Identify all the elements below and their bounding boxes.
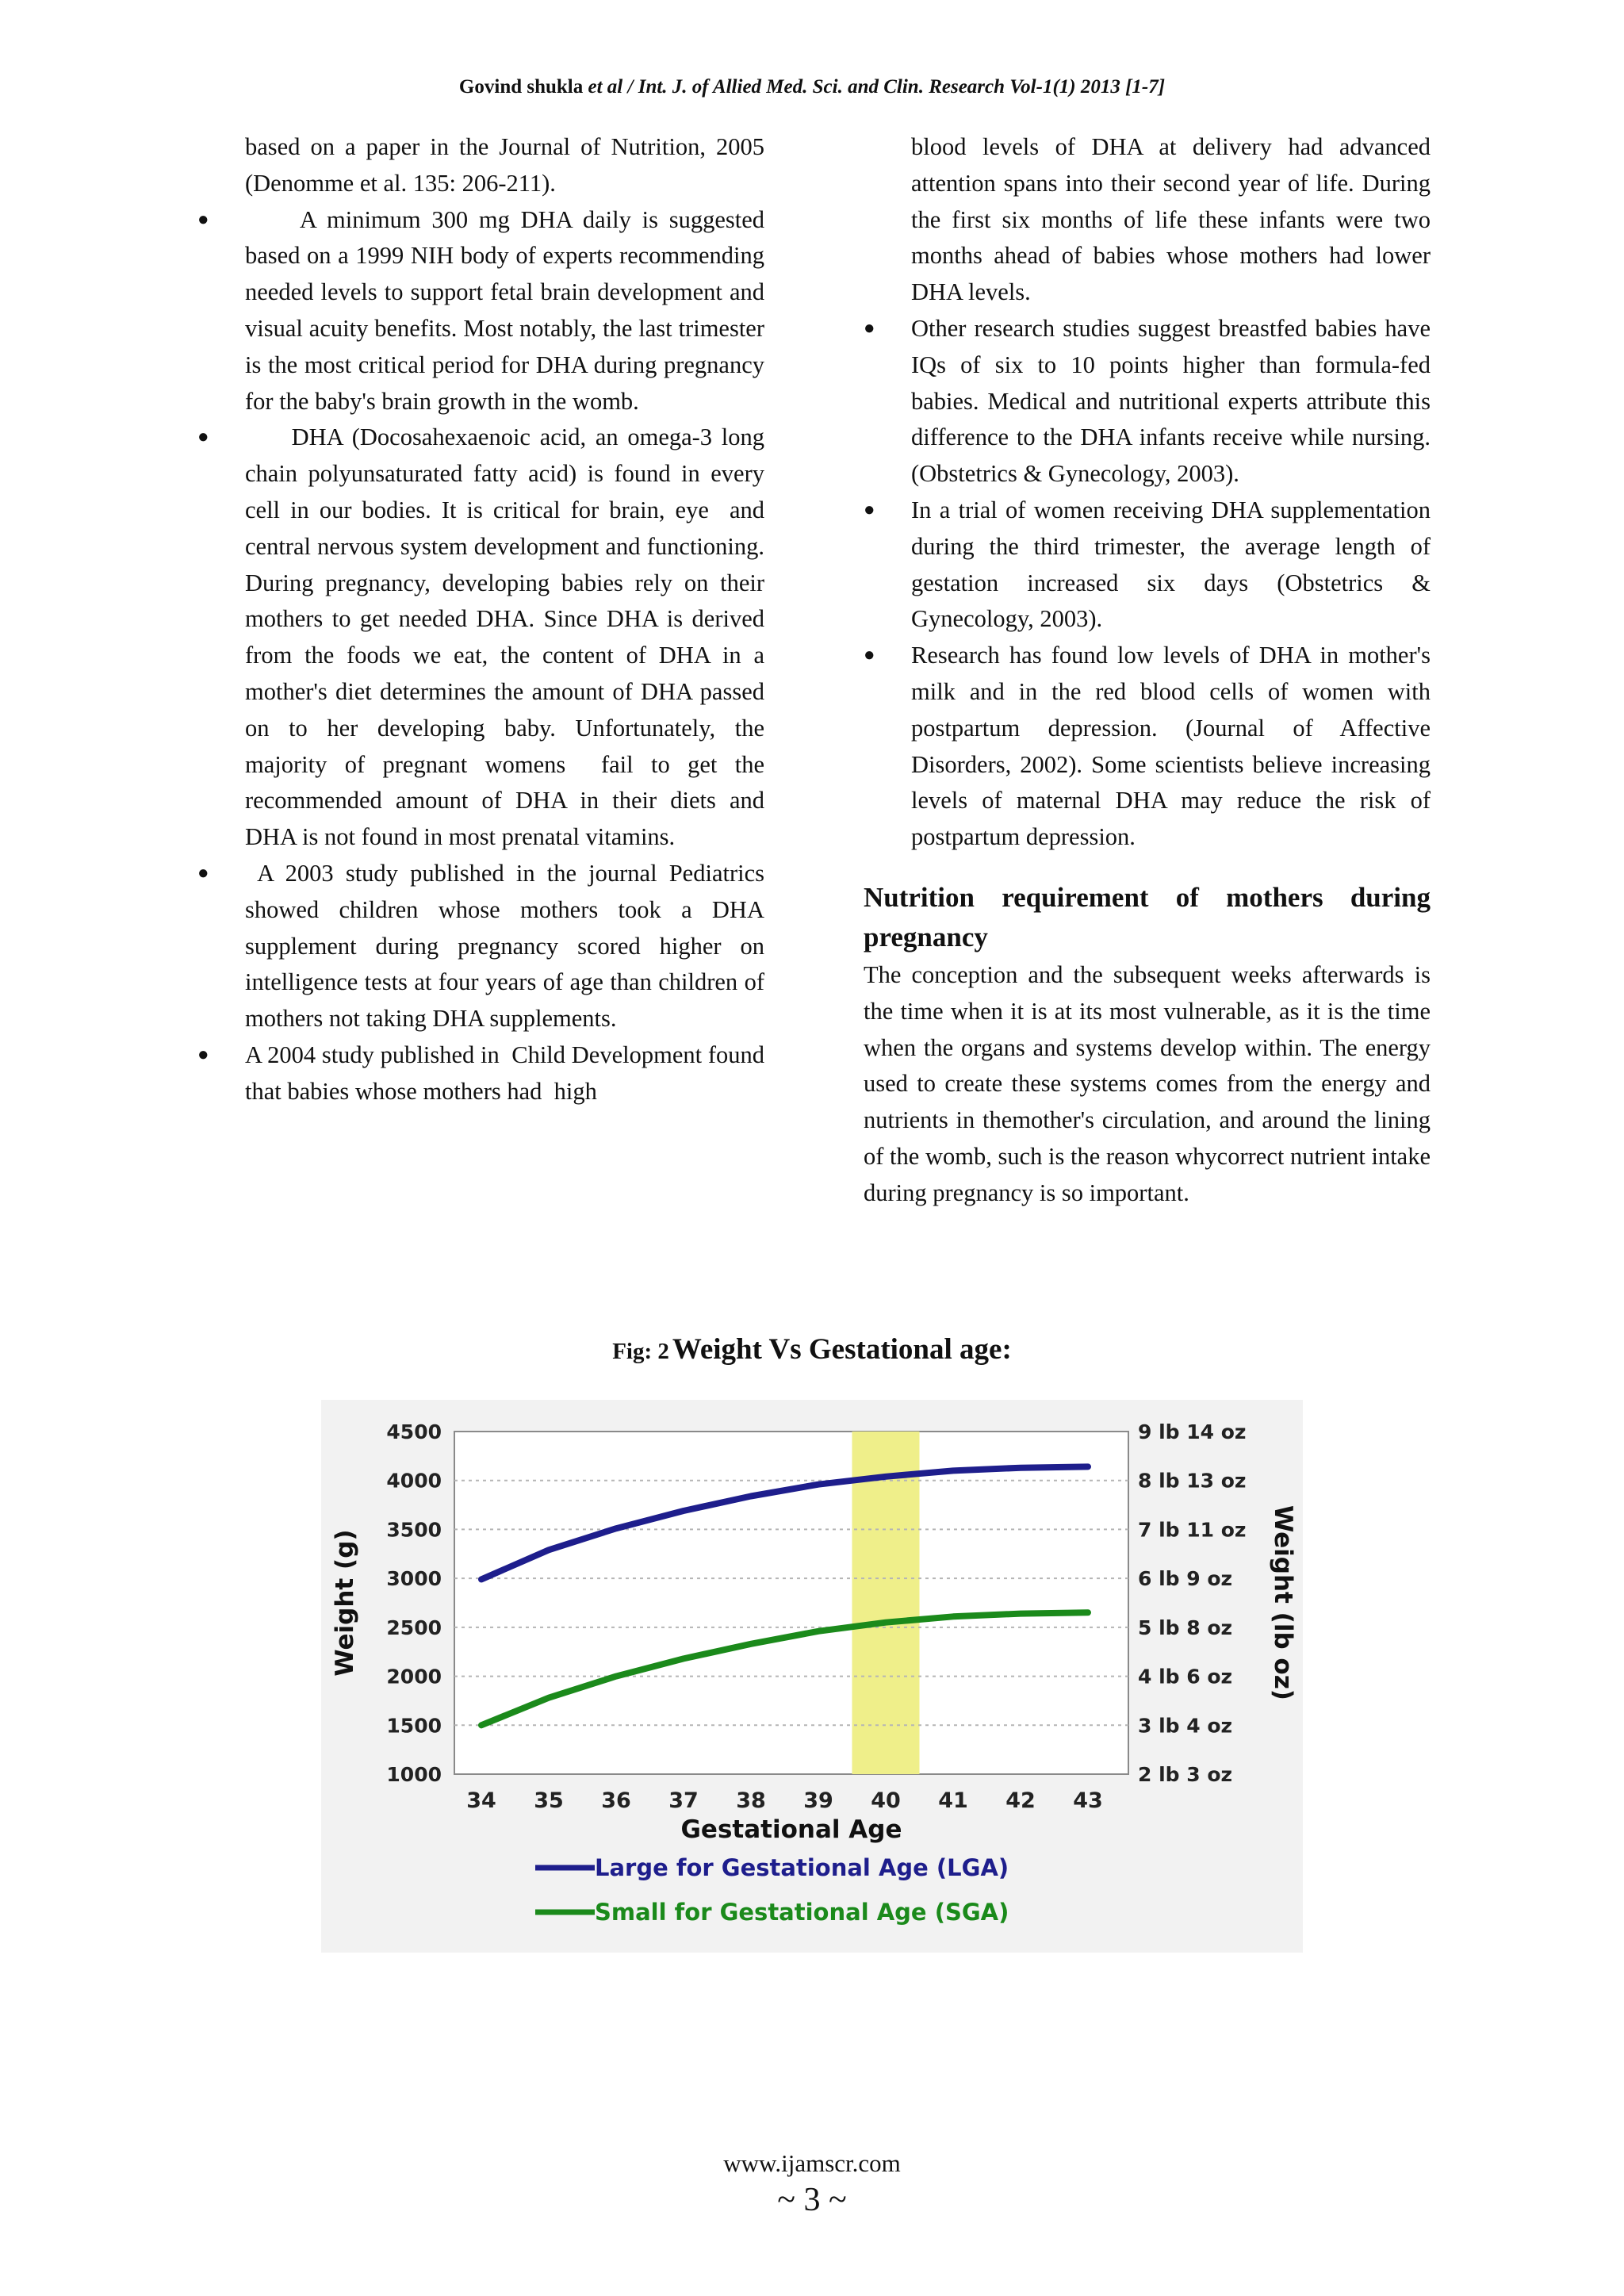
figure-label: Fig: 2 (612, 1339, 669, 1364)
left-intro: based on a paper in the Journal of Nutrition, 2005 (Denomme et al. 135: 206-211). (245, 133, 764, 197)
bullet-icon: ● (197, 1044, 209, 1065)
bullet-icon: ● (864, 645, 875, 666)
left-bullet-list (197, 202, 777, 1110)
bullet-icon: ● (197, 862, 209, 884)
legend-entry: Small for Gestational Age (SGA) (595, 1899, 1009, 1926)
y-right-axis-label: Weight (lb oz) (1269, 1505, 1297, 1700)
list-item (197, 202, 771, 420)
right-bullet-list (864, 311, 1431, 856)
right-continuation: blood levels of DHA at delivery had advanced attention spans into their second year of life. During the first six months of life these infants were two months ahead of babies whose mothers had lower DHA levels. (911, 133, 1431, 306)
list-item-text: Research has found low levels of DHA in mother's milk and in the red blood cells of women with postpartum depression. (Journal of Affective Disorders, 2002). Some scientists believe increasing levels of maternal DHA may reduce the risk of postpartum depression. (911, 642, 1431, 851)
x-tick-label: 40 (871, 1788, 901, 1813)
section-paragraph: The conception and the subsequent weeks afterwards is the time when it is at its most vulnerable, as it is the time when the organs and systems develop within. The energy used to create these systems comes from the energy and nutrients in themother's circulation, and around the lining of the womb, such is the reason whycorrect nutrient intake during pregnancy is so important. (864, 960, 1431, 1206)
figure-title: Weight Vs Gestational age: (672, 1333, 1012, 1366)
highlight-band (852, 1432, 920, 1774)
y-right-tick-label: 6 lb 9 oz (1138, 1567, 1233, 1591)
y-right-tick-label: 7 lb 11 oz (1138, 1518, 1247, 1542)
y-tick-label: 4500 (386, 1420, 442, 1443)
x-tick-label: 39 (803, 1788, 833, 1813)
list-item-text: A minimum 300 mg DHA daily is suggested based on a 1999 NIH body of experts recommending needed levels to support fetal brain development and visual acuity benefits. Most notably, the last trimester is the most critical period for DHA during pregnancy for the baby's brain growth in the womb. (245, 205, 771, 415)
y-tick-label: 2000 (386, 1665, 442, 1688)
y-tick-label: 1000 (386, 1763, 442, 1786)
y-tick-label: 3500 (386, 1518, 442, 1542)
y-tick-label: 4000 (386, 1469, 442, 1493)
bullet-icon: ● (864, 499, 875, 520)
page-number: ~ 3 ~ (777, 2182, 847, 2218)
y-right-tick-label: 4 lb 6 oz (1138, 1665, 1233, 1688)
list-item (864, 493, 1431, 638)
x-tick-label: 43 (1073, 1788, 1103, 1813)
x-axis-label: Gestational Age (680, 1815, 902, 1844)
x-tick-label: 35 (534, 1788, 564, 1813)
x-tick-label: 34 (466, 1788, 496, 1813)
header-etal: et al (588, 76, 623, 98)
y-right-tick-label: 2 lb 3 oz (1138, 1763, 1233, 1786)
list-item (864, 638, 1431, 856)
bullet-icon: ● (197, 427, 209, 448)
y-right-tick-label: 9 lb 14 oz (1138, 1420, 1247, 1443)
list-item-text: A 2004 study published in Child Development found that babies whose mothers had high (245, 1041, 771, 1105)
y-axis-label: Weight (g) (331, 1529, 359, 1677)
right-column (864, 129, 1431, 1212)
header-journal: / Int. J. of Allied Med. Sci. and Clin. Research Vol-1(1) 2013 [1-7] (622, 76, 1166, 98)
y-tick-label: 3000 (386, 1567, 442, 1591)
plot-area (454, 1432, 1128, 1774)
running-header (0, 76, 1624, 98)
left-column (197, 129, 777, 1110)
y-tick-label: 1500 (386, 1714, 442, 1738)
section-heading: Nutrition requirement of mothers during pregnancy (864, 881, 1431, 953)
y-right-tick-label: 5 lb 8 oz (1138, 1616, 1233, 1639)
list-item-text: A 2003 study published in the journal Pediatrics showed children whose mothers took a DHA supplement during pregnancy scored higher on intelligence tests at four years of age than children of mothers not taking DHA supplements. (245, 859, 777, 1033)
footer-url: www.ijamscr.com (723, 2149, 901, 2177)
x-tick-label: 36 (601, 1788, 631, 1813)
figure-caption (0, 1332, 1624, 1366)
weight-chart (321, 1400, 1303, 1953)
list-item-text: Other research studies suggest breastfed babies have IQs of six to 10 points higher than formula-fed babies. Medical and nutritional experts attribute this difference to the DHA infants receive while nursing. (Obstetrics & Gynecology, 2003). (911, 314, 1431, 488)
x-tick-label: 41 (938, 1788, 968, 1813)
chart-svg (321, 1400, 1303, 1953)
list-item (197, 856, 777, 1037)
y-right-tick-label: 3 lb 4 oz (1138, 1714, 1233, 1738)
x-tick-label: 38 (736, 1788, 766, 1813)
list-item-text: DHA (Docosahexaenoic acid, an omega-3 long chain polyunsaturated fatty acid) is found in every cell in our bodies. It is critical for brain, eye and central nervous system development and functioning. During pregnancy, developing babies rely on their mothers to get needed DHA. Since DHA is derived from the foods we eat, the content of DHA in a mother's diet determines the amount of DHA passed on to her developing baby. Unfortunately, the majority of pregnant womens fail to get the recommended amount of DHA in their diets and DHA is not found in most prenatal vitamins. (245, 424, 771, 851)
legend-entry: Large for Gestational Age (LGA) (595, 1854, 1009, 1881)
list-item-text: In a trial of women receiving DHA supplementation during the third trimester, the average length of gestation increased six days (Obstetrics & Gynecology, 2003). (911, 496, 1431, 633)
x-tick-label: 37 (668, 1788, 699, 1813)
y-right-tick-label: 8 lb 13 oz (1138, 1469, 1247, 1493)
x-tick-label: 42 (1005, 1788, 1036, 1813)
bullet-icon: ● (197, 209, 209, 230)
list-item (197, 420, 771, 856)
list-item (197, 1037, 771, 1110)
y-tick-label: 2500 (386, 1616, 442, 1639)
list-item (864, 311, 1431, 493)
header-authors: Govind shukla (458, 76, 584, 98)
bullet-icon: ● (864, 317, 875, 339)
